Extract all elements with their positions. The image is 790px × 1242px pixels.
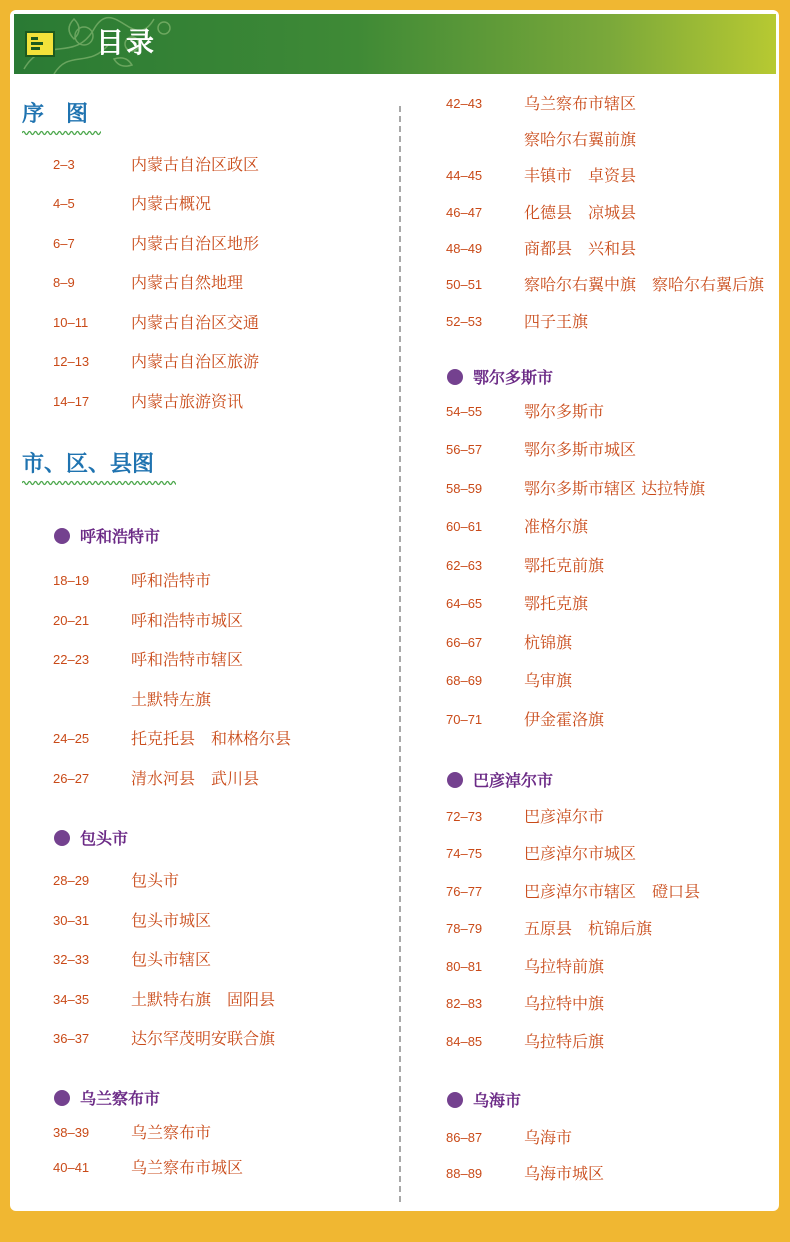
page-range: 6–7 [53, 236, 75, 251]
toc-card [10, 10, 779, 1211]
entry-title: 包头市 [131, 871, 180, 890]
page-range: 38–39 [53, 1125, 90, 1140]
entry-title: 内蒙古旅游资讯 [131, 392, 244, 411]
page-range: 8–9 [53, 275, 75, 290]
page-range: 78–79 [446, 921, 483, 936]
page-range: 50–51 [446, 277, 483, 292]
entry-title: 土默特右旗 固阳县 [131, 990, 276, 1009]
entry-title: 内蒙古自治区交通 [131, 313, 260, 332]
entry-title: 呼和浩特市 [131, 571, 212, 590]
page-range: 20–21 [53, 613, 90, 628]
page-range: 26–27 [53, 771, 90, 786]
page-range: 68–69 [446, 673, 483, 688]
entry-title: 鄂尔多斯市辖区 达拉特旗 [524, 479, 706, 498]
group-heading [447, 1089, 521, 1113]
page-range: 2–3 [53, 157, 75, 172]
page-range: 70–71 [446, 712, 483, 727]
page-range: 56–57 [446, 442, 483, 457]
section-title-text: 序 图 [22, 102, 89, 127]
page-range: 86–87 [446, 1130, 483, 1145]
group-heading-text: 乌海市 [473, 1091, 522, 1110]
group-heading-text: 包头市 [80, 829, 129, 848]
group-heading-text: 鄂尔多斯市 [473, 368, 554, 387]
page-range: 52–53 [446, 314, 483, 329]
bullet-dot-icon [447, 1092, 463, 1108]
entry-title: 巴彦淖尔市 [524, 807, 605, 826]
entry-title: 鄂托克前旗 [524, 556, 605, 575]
page-range: 34–35 [53, 992, 90, 1007]
entry-title: 清水河县 武川县 [131, 769, 260, 788]
entry-title: 四子王旗 [524, 312, 589, 331]
entry-title: 呼和浩特市城区 [131, 611, 244, 630]
group-heading-text: 巴彦淖尔市 [473, 771, 554, 790]
entry-title: 土默特左旗 [131, 690, 212, 709]
entry-title: 呼和浩特市辖区 [131, 650, 244, 669]
entry-title: 乌兰察布市辖区 [524, 94, 637, 113]
page-range: 46–47 [446, 205, 483, 220]
page-range: 14–17 [53, 394, 90, 409]
page-range: 76–77 [446, 884, 483, 899]
page-range: 44–45 [446, 168, 483, 183]
bullet-dot-icon [447, 369, 463, 385]
entry-title: 鄂尔多斯市 [524, 402, 605, 421]
page-range: 36–37 [53, 1031, 90, 1046]
bullet-dot-icon [54, 1090, 70, 1106]
section-title [22, 450, 154, 480]
bullet-dot-icon [54, 528, 70, 544]
entry-title: 乌拉特前旗 [524, 957, 605, 976]
wave-underline-icon [22, 130, 101, 136]
entry-title: 乌审旗 [524, 671, 573, 690]
entry-title: 内蒙古自然地理 [131, 273, 244, 292]
page-range: 12–13 [53, 354, 90, 369]
entry-title: 乌海市城区 [524, 1164, 605, 1183]
group-heading [447, 769, 553, 793]
entry-title: 内蒙古概况 [131, 194, 212, 213]
entry-title: 察哈尔右翼中旗 察哈尔右翼后旗 [524, 275, 765, 294]
page-range: 28–29 [53, 873, 90, 888]
page-range: 40–41 [53, 1160, 90, 1175]
entry-title: 鄂尔多斯市城区 [524, 440, 637, 459]
entry-title: 鄂托克旗 [524, 594, 589, 613]
group-heading [447, 366, 553, 390]
entry-title: 内蒙古自治区地形 [131, 234, 260, 253]
wave-underline-icon [22, 480, 176, 486]
page-range: 60–61 [446, 519, 483, 534]
page-range: 32–33 [53, 952, 90, 967]
section-title-text: 市、区、县图 [22, 452, 155, 477]
page-range: 24–25 [53, 731, 90, 746]
page-range: 42–43 [446, 96, 483, 111]
group-heading [54, 1087, 160, 1111]
header-banner [14, 14, 776, 74]
entry-title: 巴彦淖尔市城区 [524, 844, 637, 863]
page-range: 82–83 [446, 996, 483, 1011]
page-range: 22–23 [53, 652, 90, 667]
page-range: 74–75 [446, 846, 483, 861]
page-range: 62–63 [446, 558, 483, 573]
page-range: 58–59 [446, 481, 483, 496]
page-range: 80–81 [446, 959, 483, 974]
group-heading [54, 525, 160, 549]
entry-title: 乌兰察布市 [131, 1123, 212, 1142]
page-range: 88–89 [446, 1166, 483, 1181]
entry-title: 内蒙古自治区政区 [131, 155, 260, 174]
page-range: 48–49 [446, 241, 483, 256]
bullet-dot-icon [447, 772, 463, 788]
entry-title: 伊金霍洛旗 [524, 710, 605, 729]
page-range: 10–11 [53, 315, 89, 330]
entry-title: 包头市辖区 [131, 950, 212, 969]
entry-title: 达尔罕茂明安联合旗 [131, 1029, 276, 1048]
bullet-dot-icon [54, 830, 70, 846]
page-range: 66–67 [446, 635, 483, 650]
section-title [22, 100, 88, 130]
entry-title: 察哈尔右翼前旗 [524, 130, 637, 149]
page-range: 84–85 [446, 1034, 483, 1049]
entry-title: 包头市城区 [131, 911, 212, 930]
page-title: 目录 [96, 26, 157, 59]
page-range: 30–31 [53, 913, 90, 928]
page-range: 18–19 [53, 573, 90, 588]
entry-title: 乌兰察布市城区 [131, 1158, 244, 1177]
page-range: 64–65 [446, 596, 483, 611]
entry-title: 化德县 凉城县 [524, 203, 637, 222]
entry-title: 丰镇市 卓资县 [524, 166, 637, 185]
group-heading-text: 乌兰察布市 [80, 1089, 161, 1108]
entry-title: 商都县 兴和县 [524, 239, 637, 258]
entry-title: 杭锦旗 [524, 633, 573, 652]
entry-title: 乌拉特后旗 [524, 1032, 605, 1051]
entry-title: 准格尔旗 [524, 517, 589, 536]
page-range: 4–5 [53, 196, 75, 211]
entry-title: 乌海市 [524, 1128, 573, 1147]
page-range: 72–73 [446, 809, 483, 824]
entry-title: 内蒙古自治区旅游 [131, 352, 260, 371]
entry-title: 巴彦淖尔市辖区 磴口县 [524, 882, 701, 901]
group-heading [54, 827, 128, 851]
page-range: 54–55 [446, 404, 483, 419]
entry-title: 乌拉特中旗 [524, 994, 605, 1013]
group-heading-text: 呼和浩特市 [80, 527, 161, 546]
book-icon [25, 31, 55, 57]
entry-title: 托克托县 和林格尔县 [131, 729, 292, 748]
column-divider [399, 106, 401, 1202]
entry-title: 五原县 杭锦后旗 [524, 919, 653, 938]
